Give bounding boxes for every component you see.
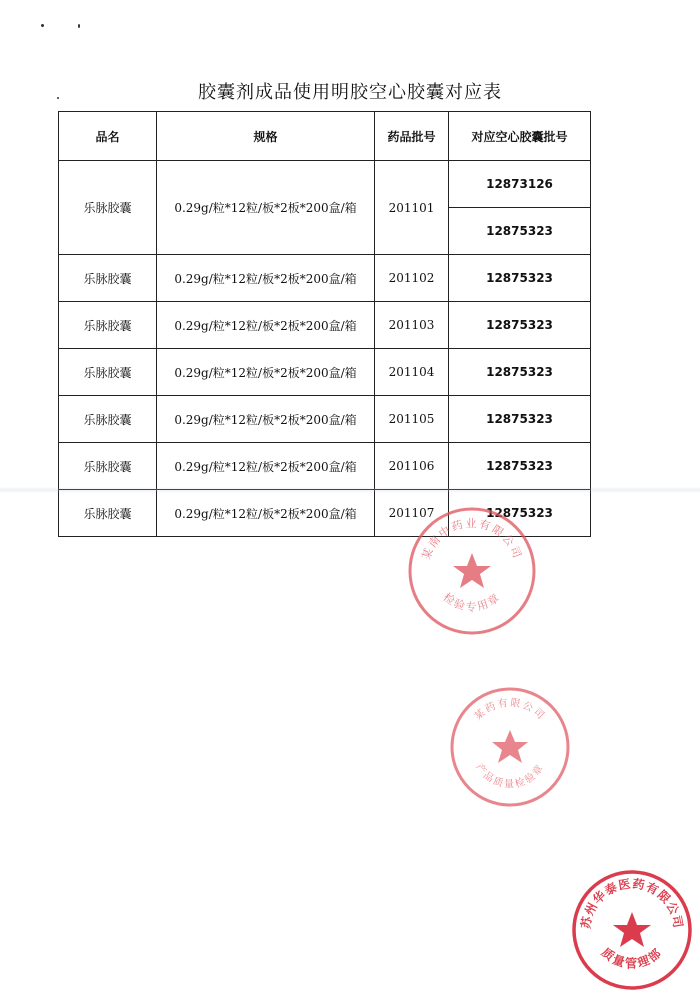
specification-cell: 0.29g/粒*12粒/板*2板*200盒/箱 <box>157 396 375 443</box>
batch-number-cell: 201102 <box>375 255 449 302</box>
capsule-batch-cell: 12875323 <box>449 208 591 255</box>
batch-number-cell: 201103 <box>375 302 449 349</box>
capsule-batch-cell: 12873126 <box>449 161 591 208</box>
capsule-batch-cell: 12875323 <box>449 443 591 490</box>
table-header-row <box>59 112 591 161</box>
svg-text:质量管理部: 质量管理部 <box>598 945 666 971</box>
star-icon <box>453 553 491 588</box>
batch-number-cell: 201106 <box>375 443 449 490</box>
product-name-cell: 乐脉胶囊 <box>59 396 157 443</box>
table-row <box>59 161 591 208</box>
table-row <box>59 396 591 443</box>
specification-cell: 0.29g/粒*12粒/板*2板*200盒/箱 <box>157 490 375 537</box>
product-name-cell: 乐脉胶囊 <box>59 161 157 255</box>
header-batch-number: 药品批号 <box>375 112 449 161</box>
svg-text:苏州华泰医药有限公司: 苏州华泰医药有限公司 <box>578 876 686 930</box>
svg-text:某南中药业有限公司: 某南中药业有限公司 <box>419 517 525 562</box>
capsule-batch-cell: 12875323 <box>449 349 591 396</box>
batch-number-cell: 201101 <box>375 161 449 255</box>
header-specification: 规格 <box>157 112 375 161</box>
specification-cell: 0.29g/粒*12粒/板*2板*200盒/箱 <box>157 349 375 396</box>
scan-speck <box>78 24 80 28</box>
product-name-cell: 乐脉胶囊 <box>59 490 157 537</box>
specification-cell: 0.29g/粒*12粒/板*2板*200盒/箱 <box>157 302 375 349</box>
batch-number-cell: 201105 <box>375 396 449 443</box>
star-icon <box>613 912 651 947</box>
quality-seal <box>447 684 573 810</box>
star-icon <box>492 730 528 763</box>
header-capsule-batch: 对应空心胶囊批号 <box>449 112 591 161</box>
capsule-batch-cell: 12875323 <box>449 255 591 302</box>
scan-speck <box>41 24 44 27</box>
capsule-batch-cell: 12875323 <box>449 396 591 443</box>
specification-cell: 0.29g/粒*12粒/板*2板*200盒/箱 <box>157 255 375 302</box>
header-product-name: 品名 <box>59 112 157 161</box>
batch-number-cell: 201104 <box>375 349 449 396</box>
capsule-batch-cell: 12875323 <box>449 302 591 349</box>
specification-cell: 0.29g/粒*12粒/板*2板*200盒/箱 <box>157 443 375 490</box>
svg-text:产品质量检验章: 产品质量检验章 <box>473 761 547 791</box>
correspondence-table <box>58 111 591 537</box>
product-name-cell: 乐脉胶囊 <box>59 443 157 490</box>
svg-text:检验专用章: 检验专用章 <box>440 590 504 614</box>
company-seal <box>570 868 694 992</box>
table-row <box>59 302 591 349</box>
document-title: 胶囊剂成品使用明胶空心胶囊对应表 <box>198 82 502 103</box>
product-name-cell: 乐脉胶囊 <box>59 349 157 396</box>
batch-number-cell: 201107 <box>375 490 449 537</box>
svg-text:某药有限公司: 某药有限公司 <box>472 697 548 723</box>
table-row <box>59 443 591 490</box>
product-name-cell: 乐脉胶囊 <box>59 255 157 302</box>
table-row <box>59 349 591 396</box>
product-name-cell: 乐脉胶囊 <box>59 302 157 349</box>
inspection-seal <box>404 503 540 639</box>
table-row <box>59 255 591 302</box>
scan-artifact-line <box>0 487 700 493</box>
specification-cell: 0.29g/粒*12粒/板*2板*200盒/箱 <box>157 161 375 255</box>
capsule-batch-cell: 12875323 <box>449 490 591 537</box>
